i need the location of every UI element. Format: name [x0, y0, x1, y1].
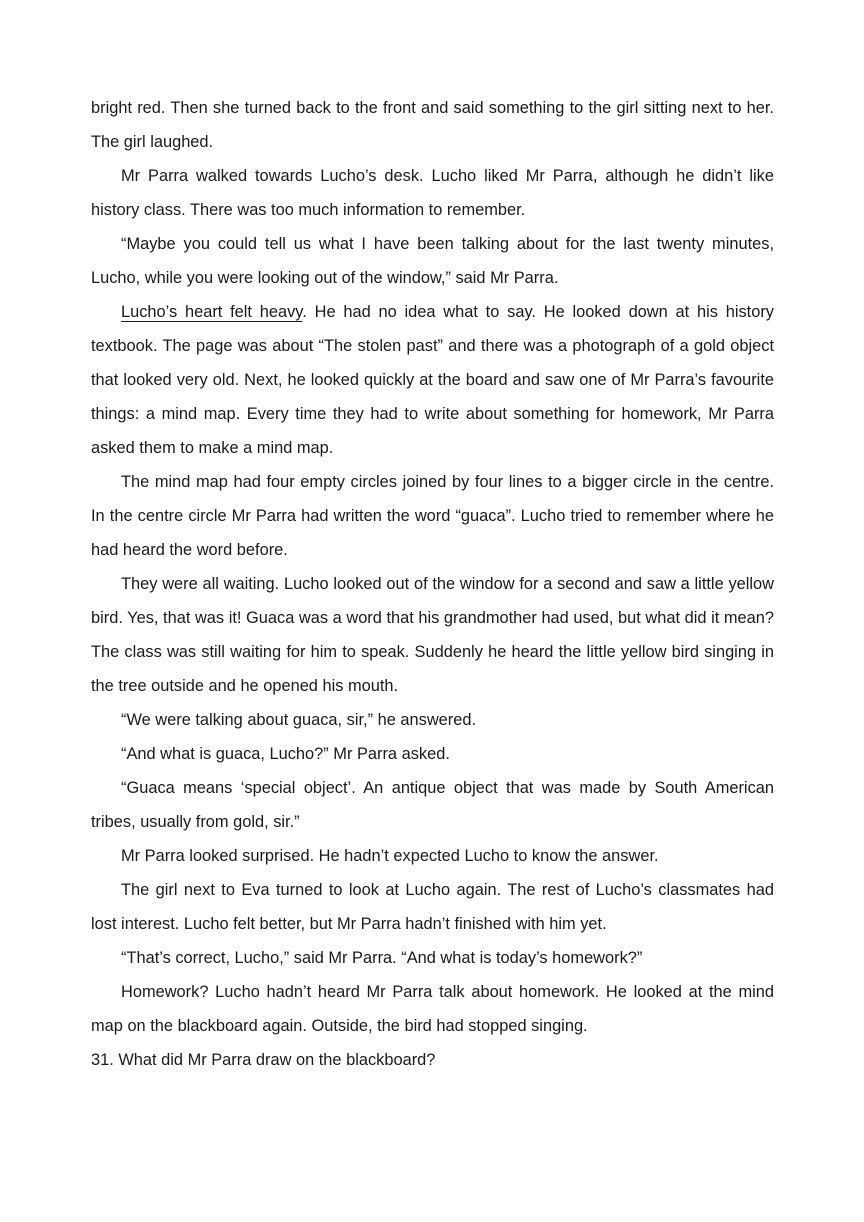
paragraph: Homework? Lucho hadn’t heard Mr Parra talk about homework. He looked at the mind map on the blackboard again. Outside, the bird had stopped singing.: [91, 983, 774, 1035]
paragraph: bright red. Then she turned back to the front and said something to the girl sitting next to her. The girl laughed.: [91, 99, 774, 151]
document-page: [91, 91, 774, 1077]
paragraph-text: . He had no idea what to say. He looked down at his history textbook. The page was about “The stolen past” and there was a photograph of a gold object that looked very old. Next, he looked quickly at the board and saw one of Mr Parra’s favourite things: a mind map. Every time they had to write about something for homework, Mr Parra asked them to make a mind map.: [91, 303, 774, 457]
paragraph: “Guaca means ‘special object’. An antique object that was made by South American tribes, usually from gold, sir.”: [91, 779, 774, 831]
paragraph: Mr Parra looked surprised. He hadn’t expected Lucho to know the answer.: [121, 847, 659, 865]
paragraph: Mr Parra walked towards Lucho’s desk. Lucho liked Mr Parra, although he didn’t like history class. There was too much information to remember.: [91, 167, 774, 219]
paragraph: [91, 295, 774, 465]
paragraph: They were all waiting. Lucho looked out of the window for a second and saw a little yellow bird. Yes, that was it! Guaca was a word that his grandmother had used, but what did it mean? The class was still waiting for him to speak. Suddenly he heard the little yellow bird singing in the tree outside and he opened his mouth.: [91, 575, 774, 695]
paragraph: “Maybe you could tell us what I have been talking about for the last twenty minutes, Lucho, while you were looking out of the window,” said Mr Parra.: [91, 235, 774, 287]
paragraph: The girl next to Eva turned to look at Lucho again. The rest of Lucho’s classmates had lost interest. Lucho felt better, but Mr Parra hadn’t finished with him yet.: [91, 881, 774, 933]
paragraph: “We were talking about guaca, sir,” he answered.: [121, 711, 477, 729]
paragraph: The mind map had four empty circles joined by four lines to a bigger circle in the centre. In the centre circle Mr Parra had written the word “guaca”. Lucho tried to remember where he had heard the word before.: [91, 473, 774, 559]
paragraph: “And what is guaca, Lucho?” Mr Parra asked.: [121, 745, 450, 763]
question-31: 31. What did Mr Parra draw on the blackboard?: [91, 1051, 436, 1069]
paragraph: “That’s correct, Lucho,” said Mr Parra. “And what is today’s homework?”: [121, 949, 643, 967]
underlined-phrase: Lucho’s heart felt heavy: [121, 303, 303, 321]
